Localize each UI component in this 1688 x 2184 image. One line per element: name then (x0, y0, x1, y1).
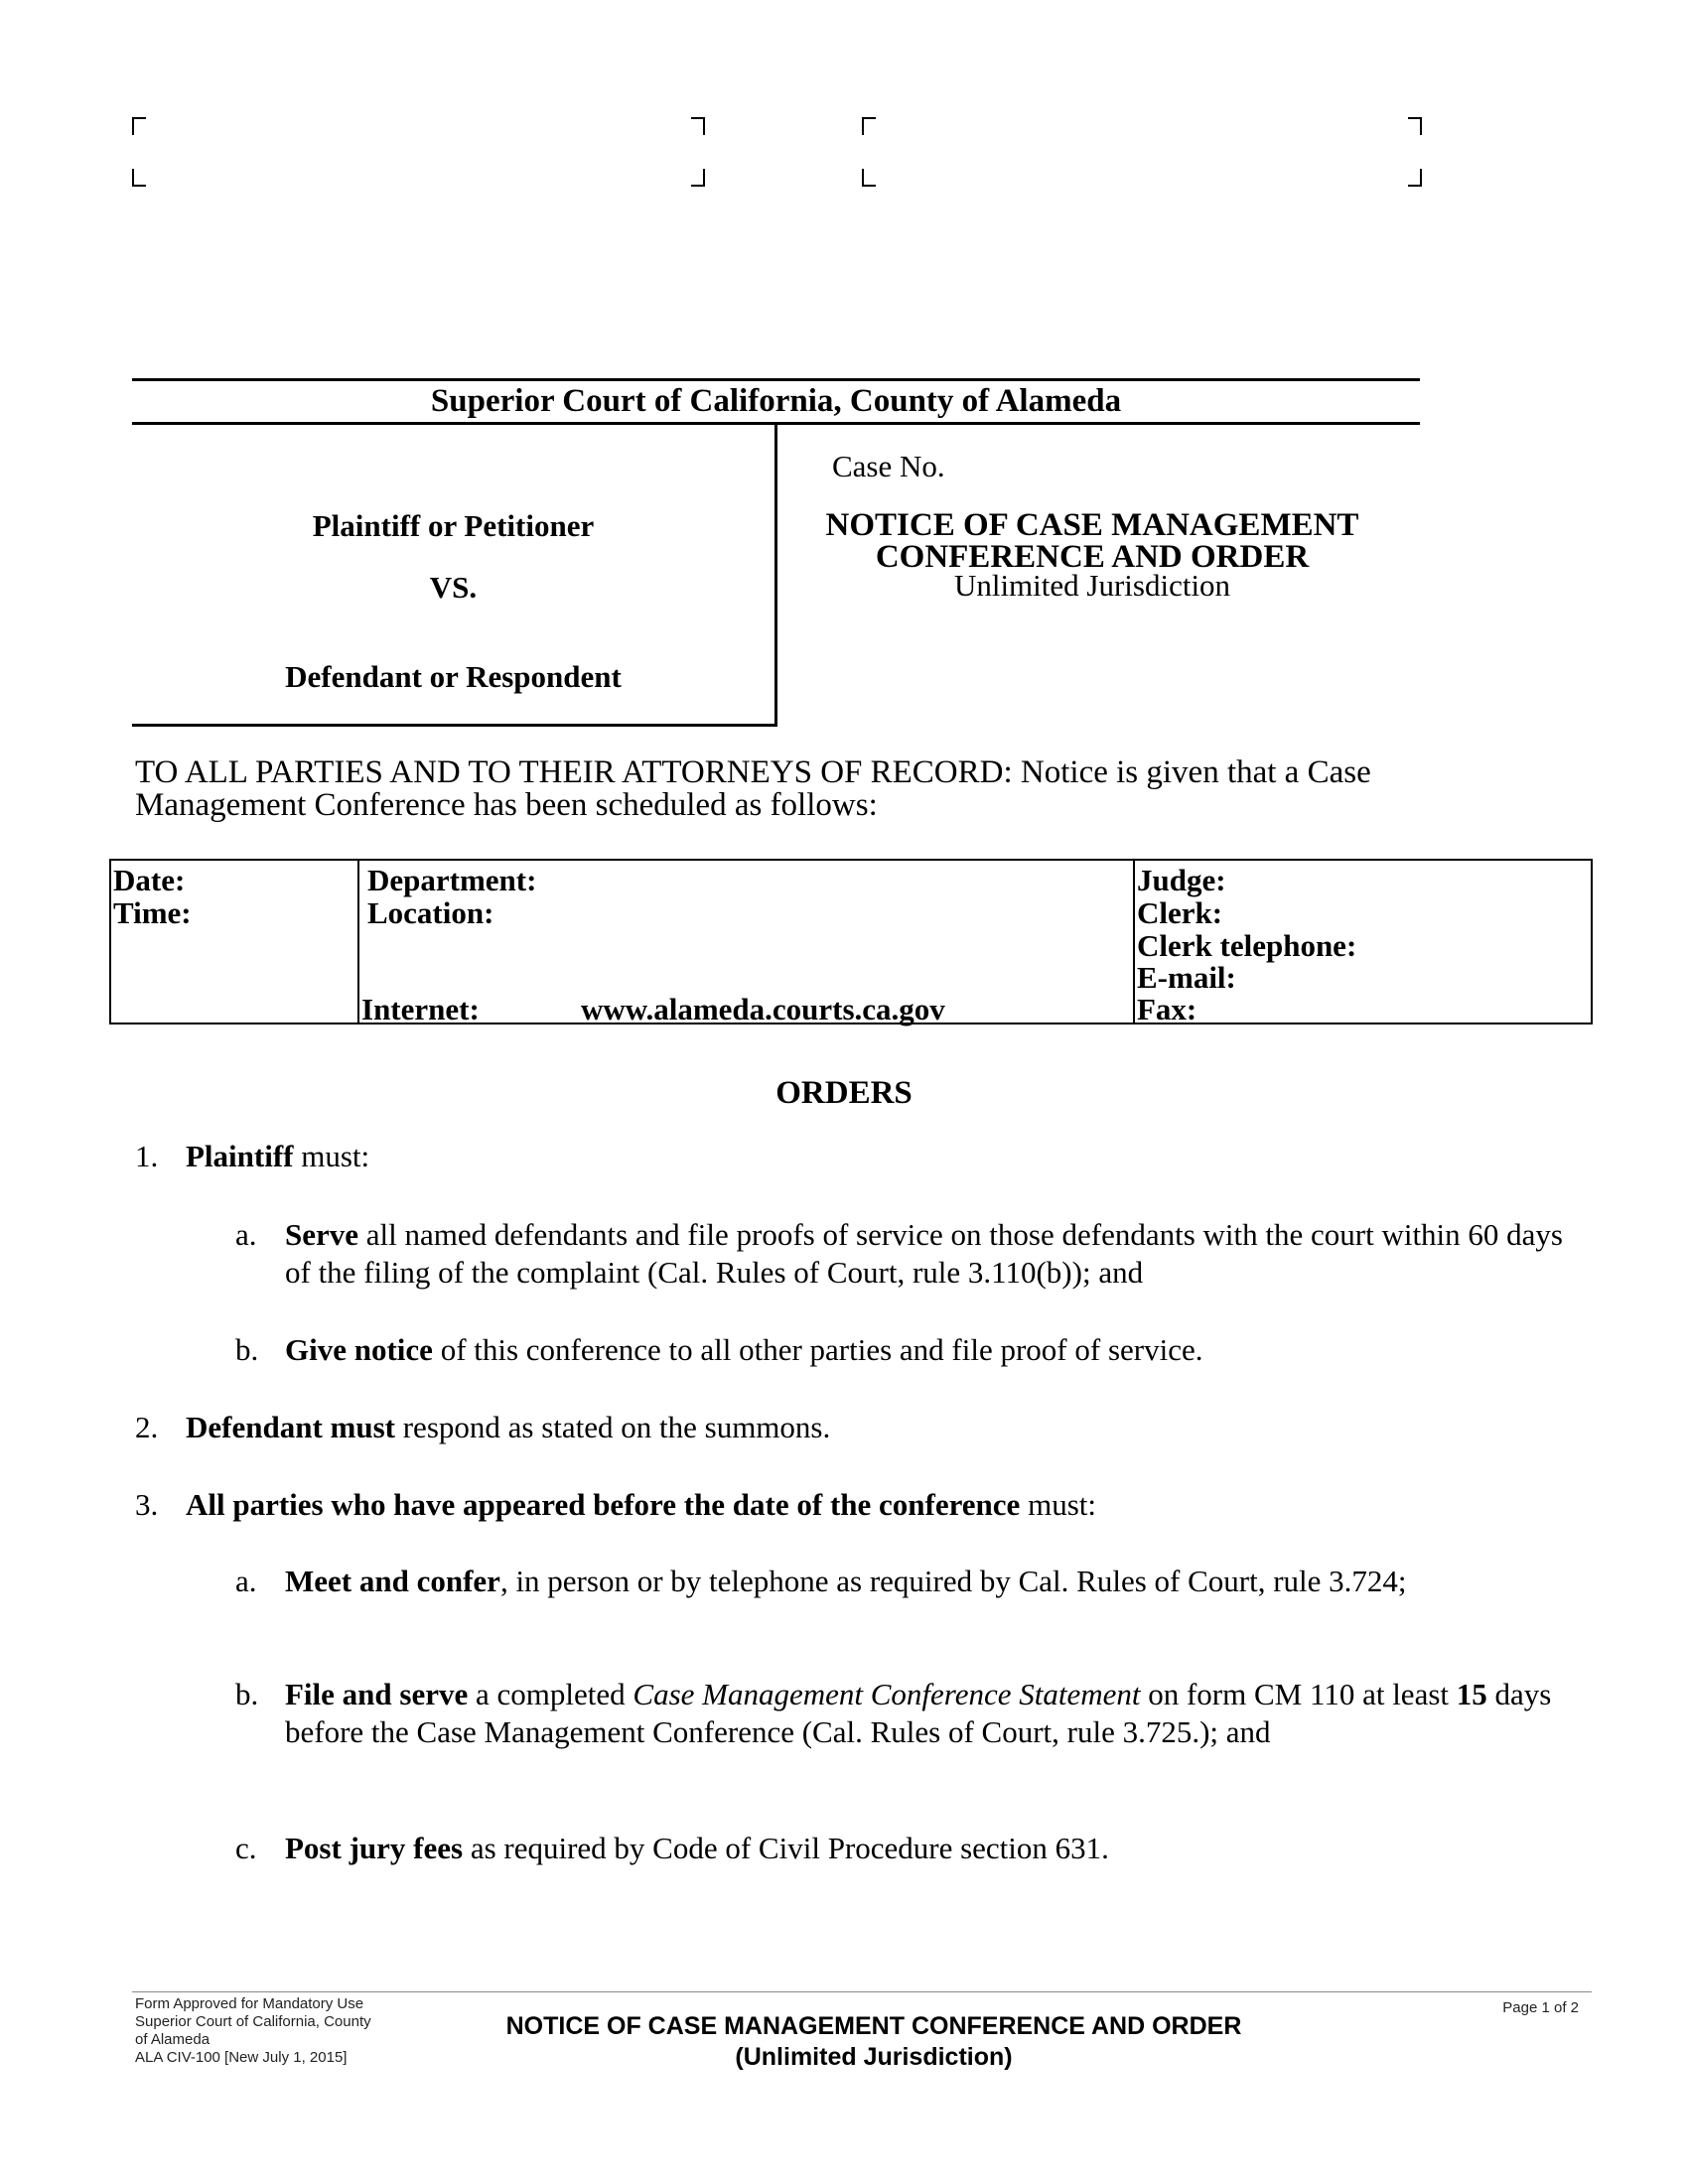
footer-form-info (135, 1995, 371, 2067)
order-number: 1. (135, 1139, 159, 1173)
order-text: on form CM 110 at least (1140, 1677, 1457, 1711)
notice-line1: TO ALL PARTIES AND TO THEIR ATTORNEYS OF RECORD: Notice is given that a Case (135, 754, 1371, 790)
order-text: all named defendants and file proofs of service on those defendants with the court within 60 days of the filing of the complaint (Cal. Rules of Court, rule 3.110(b)); and (285, 1217, 1563, 1290)
order-text: respond as stated on the summons. (394, 1410, 831, 1444)
jurisdiction-label: Unlimited Jurisdiction (953, 568, 1231, 603)
order-item-3a (235, 1563, 1536, 1600)
email-label: E-mail: (1137, 960, 1236, 995)
order-text: of this conference to all other parties and file proof of service. (432, 1332, 1203, 1367)
footer-title (417, 2011, 1331, 2073)
order-text: must: (1020, 1487, 1096, 1522)
order-item-2 (135, 1409, 1545, 1446)
corner-mark (1408, 169, 1422, 187)
caption-divider (774, 422, 777, 727)
order-bold-text: Give notice (285, 1332, 433, 1367)
notice-title-line1: NOTICE OF CASE MANAGEMENT (825, 507, 1359, 543)
orders-heading: ORDERS (775, 1075, 913, 1111)
notice-title-line2: CONFERENCE AND ORDER (875, 539, 1310, 575)
corner-mark (691, 117, 705, 135)
order-bold-text: Defendant must (186, 1410, 395, 1444)
order-item-1a (235, 1216, 1596, 1292)
footer-title-line2: (Unlimited Jurisdiction) (735, 2043, 1013, 2071)
case-number-label: Case No. (832, 449, 945, 483)
order-item-3c (235, 1830, 1596, 1867)
time-label: Time: (113, 895, 192, 930)
clerk-label: Clerk: (1137, 895, 1223, 930)
order-text: days before the Case Management Conference (Cal. Rules of Court, rule 3.725.); and (285, 1677, 1552, 1749)
order-text: a completed (468, 1677, 633, 1711)
schedule-divider (357, 861, 359, 1023)
order-text: as required by Code of Civil Procedure section 631. (463, 1831, 1109, 1865)
order-item-3 (135, 1486, 1545, 1524)
judge-label: Judge: (1137, 863, 1226, 897)
court-name: Superior Court of California, County of Alameda (430, 383, 1122, 419)
footer-title-line1: NOTICE OF CASE MANAGEMENT CONFERENCE AND ORDER (505, 2012, 1242, 2040)
order-letter: c. (235, 1831, 257, 1865)
order-text: must: (293, 1139, 370, 1173)
corner-mark (132, 117, 146, 135)
corner-mark (691, 169, 705, 187)
page-number: Page 1 of 2 (1502, 1999, 1579, 2016)
footer-form-line: ALA CIV-100 [New July 1, 2015] (135, 2049, 348, 2066)
form-title-italic: Case Management Conference Statement (633, 1677, 1141, 1711)
order-letter: b. (235, 1332, 259, 1367)
order-bold-text: Post jury fees (285, 1831, 464, 1865)
order-bold-text: Plaintiff (186, 1139, 294, 1173)
department-label: Department: (367, 863, 537, 897)
order-bold-text: Meet and confer (285, 1564, 500, 1598)
order-item-1 (135, 1138, 1545, 1175)
caption-top-rule (132, 378, 1420, 381)
corner-mark (1408, 117, 1422, 135)
order-letter: b. (235, 1677, 259, 1711)
order-number: 3. (135, 1487, 159, 1522)
footer-form-line: Superior Court of California, County (135, 2013, 371, 2030)
order-bold-text: File and serve (285, 1677, 469, 1711)
order-text: , in person or by telephone as required by Cal. Rules of Court, rule 3.724; (499, 1564, 1407, 1598)
schedule-table (109, 859, 1593, 1024)
order-bold-text: All parties who have appeared before the date of the conference (186, 1487, 1021, 1522)
corner-mark (862, 117, 876, 135)
notice-line2: Management Conference has been scheduled as follows: (135, 787, 878, 823)
clerk-telephone-label: Clerk telephone: (1137, 928, 1357, 963)
order-letter: a. (235, 1564, 257, 1598)
schedule-divider (1133, 861, 1135, 1023)
order-bold-text: Serve (285, 1217, 359, 1252)
court-website-link[interactable]: www.alameda.courts.ca.gov (581, 992, 945, 1026)
defendant-label: Defendant or Respondent (285, 659, 622, 694)
internet-label: Internet: (361, 992, 480, 1026)
order-item-1b (235, 1331, 1596, 1369)
date-label: Date: (113, 863, 186, 897)
fax-label: Fax: (1137, 992, 1197, 1026)
footer-form-line: of Alameda (135, 2031, 211, 2048)
footer-rule (132, 1991, 1592, 1992)
location-label: Location: (367, 895, 494, 930)
plaintiff-label: Plaintiff or Petitioner (312, 508, 595, 543)
order-item-3b (235, 1676, 1596, 1751)
footer-form-line: Form Approved for Mandatory Use (135, 1995, 364, 2012)
corner-mark (862, 169, 876, 187)
order-bold-number: 15 (1456, 1677, 1487, 1711)
order-letter: a. (235, 1217, 257, 1252)
vs-label: VS. (429, 570, 478, 605)
corner-mark (132, 169, 146, 187)
caption-bottom-rule (132, 724, 777, 727)
order-number: 2. (135, 1410, 159, 1444)
